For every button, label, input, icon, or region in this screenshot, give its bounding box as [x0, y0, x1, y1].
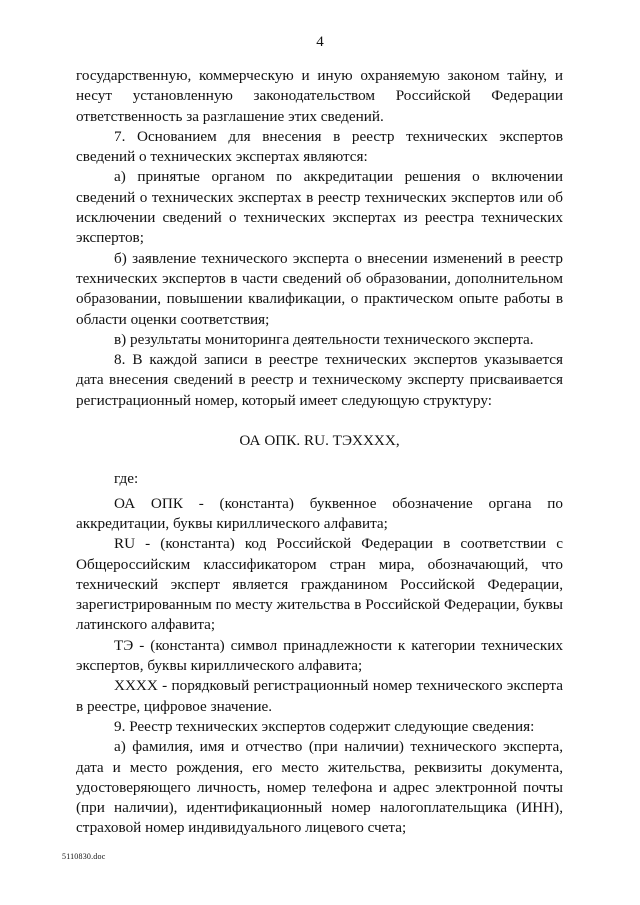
paragraph-continuation: государственную, коммерческую и иную охраняемую законом тайну, и несут установленную законодательством Российской Федерации ответственность за разглашение этих сведений. [76, 67, 563, 125]
definition-ru: RU - (константа) код Российской Федерации в соответствии с Общероссийским классификатором стран мира, обозначающий, что технический эксперт является гражданином Российской Федерации, зарегистрированным по месту жительства в Российской Федерации, буквы латинского алфавита; [76, 535, 563, 634]
paragraph-7a: а) принятые органом по аккредитации решения о включении сведений о технических экспертах в реестр технических экспертов или об исключении сведений о технических экспертах из реестра технических экспертов; [76, 168, 563, 247]
paragraph-7b: б) заявление технического эксперта о внесении изменений в реестр технических экспертов в части сведений об образовании, дополнительном образовании, повышении квалификации, о практическом опыте работы в области оценки соответствия; [76, 249, 563, 328]
where-label: где: [114, 470, 139, 488]
paragraph-9a: а) фамилия, имя и отчество (при наличии) технического эксперта, дата и место рождения, его место жительства, реквизиты документа, удостоверяющего личность, номер телефона и адрес электронной почты (при наличии), идентификационный номер налогоплательщика (ИНН), страховой номер индивидуального лицевого счета; [76, 738, 563, 837]
definition-te: ТЭ - (константа) символ принадлежности к категории технических экспертов, буквы кириллического алфавита; [76, 636, 563, 675]
page-number: 4 [316, 34, 324, 50]
definition-oa-opk: ОА ОПК - (константа) буквенное обозначение органа по аккредитации, буквы кириллического алфавита; [76, 494, 563, 532]
paragraph-8: 8. В каждой записи в реестре технических экспертов указывается дата внесения сведений в реестр и техническому эксперту присваивается регистрационный номер, который имеет следующую структуру: [76, 351, 563, 409]
document-filename: 5110830.doc [62, 852, 106, 861]
document-body [76, 66, 563, 839]
paragraph-9: 9. Реестр технических экспертов содержит следующие сведения: [114, 717, 535, 735]
paragraph-7c: в) результаты мониторинга деятельности технического эксперта. [114, 330, 534, 348]
registration-number-format: ОА ОПК. RU. ТЭXXXX, [239, 432, 400, 450]
paragraph-7: 7. Основанием для внесения в реестр технических экспертов сведений о технических экспертах являются: [76, 127, 563, 166]
definition-xxxx: XXXX - порядковый регистрационный номер технического эксперта в реестре, цифровое значение. [76, 677, 563, 715]
